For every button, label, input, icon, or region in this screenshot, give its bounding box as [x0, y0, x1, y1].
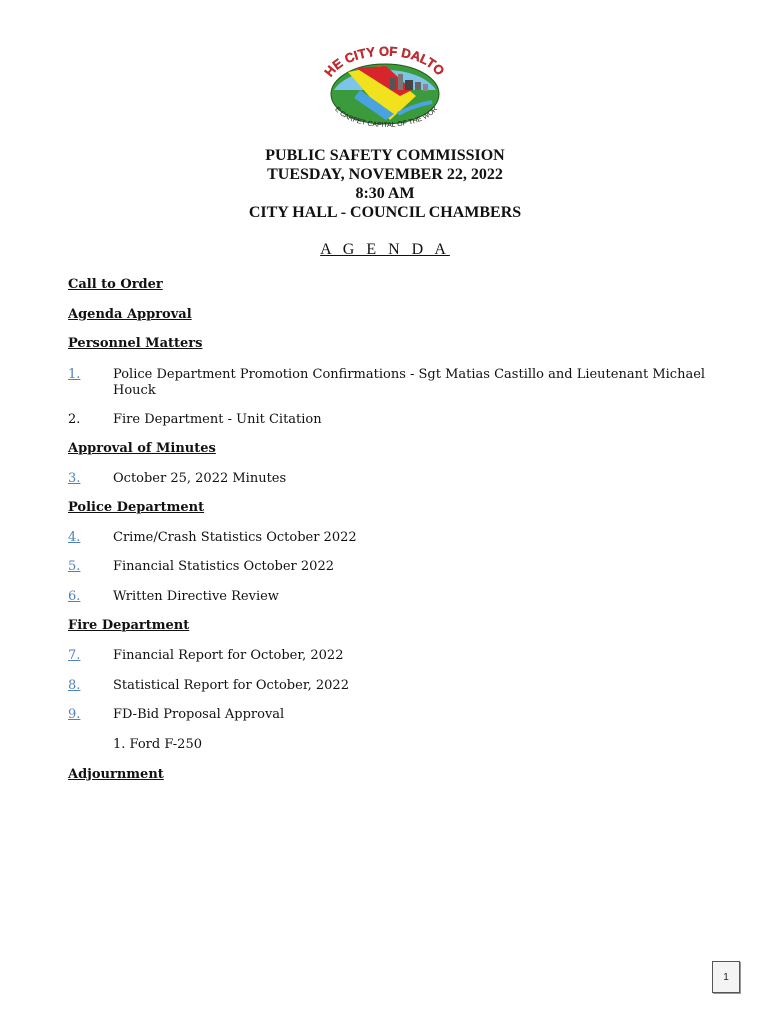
item-5-text: Financial Statistics October 2022	[113, 559, 334, 574]
section-call-to-order: Call to Order	[68, 277, 163, 292]
item-7-text: Financial Report for October, 2022	[113, 648, 344, 663]
section-personnel-matters: Personnel Matters	[68, 336, 203, 351]
item-1-link[interactable]: 1.	[68, 367, 81, 382]
meeting-time: 8:30 AM	[355, 185, 415, 202]
item-5-link[interactable]: 5.	[68, 559, 81, 574]
logo-bottom-text: E CARPET CAPITAL OF THE WOR	[333, 105, 440, 130]
logo-graphic	[320, 44, 450, 136]
item-2-number: 2.	[68, 412, 81, 427]
item-4-link[interactable]: 4.	[68, 530, 81, 545]
section-fire-department: Fire Department	[68, 618, 190, 633]
section-police-department: Police Department	[68, 500, 205, 515]
item-9-subitem: 1. Ford F-250	[113, 737, 202, 752]
agenda-title: A G E N D A	[320, 241, 450, 258]
item-9-link[interactable]: 9.	[68, 707, 81, 722]
meeting-header	[0, 146, 770, 222]
item-8-link[interactable]: 8.	[68, 678, 81, 693]
meeting-location: CITY HALL - COUNCIL CHAMBERS	[248, 204, 522, 221]
item-8-text: Statistical Report for October, 2022	[113, 678, 349, 693]
item-4-text: Crime/Crash Statistics October 2022	[113, 530, 357, 545]
item-7-link[interactable]: 7.	[68, 648, 81, 663]
section-approval-of-minutes: Approval of Minutes	[68, 441, 216, 456]
commission-title: PUBLIC SAFETY COMMISSION	[265, 147, 505, 164]
section-adjournment: Adjournment	[68, 767, 164, 782]
item-6-text: Written Directive Review	[113, 589, 279, 604]
item-1-text: Police Department Promotion Confirmations - Sgt Matias Castillo and Lieutenant Michael Houck	[113, 367, 706, 398]
item-6-link[interactable]: 6.	[68, 589, 81, 604]
item-3-link[interactable]: 3.	[68, 471, 81, 486]
city-of-dalton-logo	[320, 44, 450, 136]
item-3-text: October 25, 2022 Minutes	[113, 471, 287, 486]
section-agenda-approval: Agenda Approval	[68, 307, 192, 322]
item-9-text: FD-Bid Proposal Approval	[113, 707, 285, 722]
meeting-date: TUESDAY, NOVEMBER 22, 2022	[267, 166, 503, 183]
logo-top-text: HE CITY OF DALTO	[321, 44, 448, 80]
item-2-text: Fire Department - Unit Citation	[113, 412, 322, 427]
page-number-badge: 1	[712, 961, 740, 993]
